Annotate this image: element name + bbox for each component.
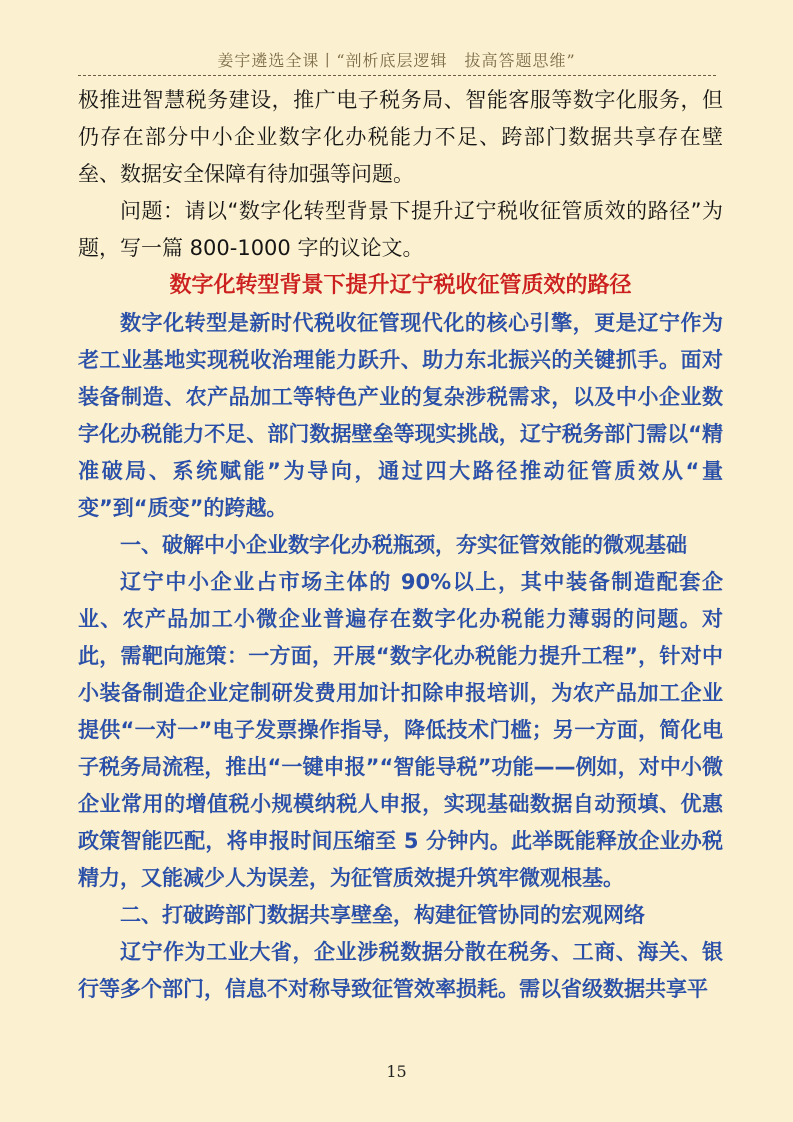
essay-title: 数字化转型背景下提升辽宁税收征管质效的路径	[169, 273, 632, 298]
page-content	[78, 82, 723, 1008]
section-heading-2: 二、打破跨部门数据共享壁垒，构建征管协同的宏观网络	[120, 903, 645, 927]
essay-question: 问题：请以“数字化转型背景下提升辽宁税收征管质效的路径”为题，写一篇 800-1000 字的议论文。	[78, 199, 723, 260]
section-body-1: 辽宁中小企业占市场主体的 90%以上，其中装备制造配套企业、农产品加工小微企业普遍存在数字化办税能力薄弱的问题。对此，需靶向施策：一方面，开展“数字化办税能力提升工程”，针对中小装备制造企业定制研发费用加计扣除申报培训，为农产品加工企业提供“一对一”电子发票操作指导，降低技术门槛；另一方面，简化电子税务局流程，推出“一键申报”“智能导税”功能——例如，对中小微企业常用的增值税小规模纳税人申报，实现基础数据自动预填、优惠政策智能匹配，将申报时间压缩至 5 分钟内。此举既能释放企业办税精力，又能减少人为误差，为征管质效提升筑牢微观根基。	[78, 570, 723, 890]
material-continuation: 极推进智慧税务建设，推广电子税务局、智能客服等数字化服务，但仍存在部分中小企业数字化办税能力不足、跨部门数据共享存在壁垒、数据安全保障有待加强等问题。	[78, 88, 723, 186]
essay-intro-paragraph: 数字化转型是新时代税收征管现代化的核心引擎，更是辽宁作为老工业基地实现税收治理能力跃升、助力东北振兴的关键抓手。面对装备制造、农产品加工等特色产业的复杂涉税需求，以及中小企业数字化办税能力不足、部门数据壁垒等现实挑战，辽宁税务部门需以“精准破局、系统赋能”为导向，通过四大路径推动征管质效从“量变”到“质变”的跨越。	[78, 311, 723, 520]
page-number: 15	[386, 1062, 407, 1081]
header-divider	[78, 75, 716, 76]
page-header: 姜宇遴选全课丨“剖析底层逻辑 拔高答题思维”	[217, 51, 576, 70]
section-heading-1: 一、破解中小企业数字化办税瓶颈，夯实征管效能的微观基础	[120, 533, 687, 557]
section-body-2: 辽宁作为工业大省，企业涉税数据分散在税务、工商、海关、银行等多个部门，信息不对称导致征管效率损耗。需以省级数据共享平	[78, 940, 723, 1001]
